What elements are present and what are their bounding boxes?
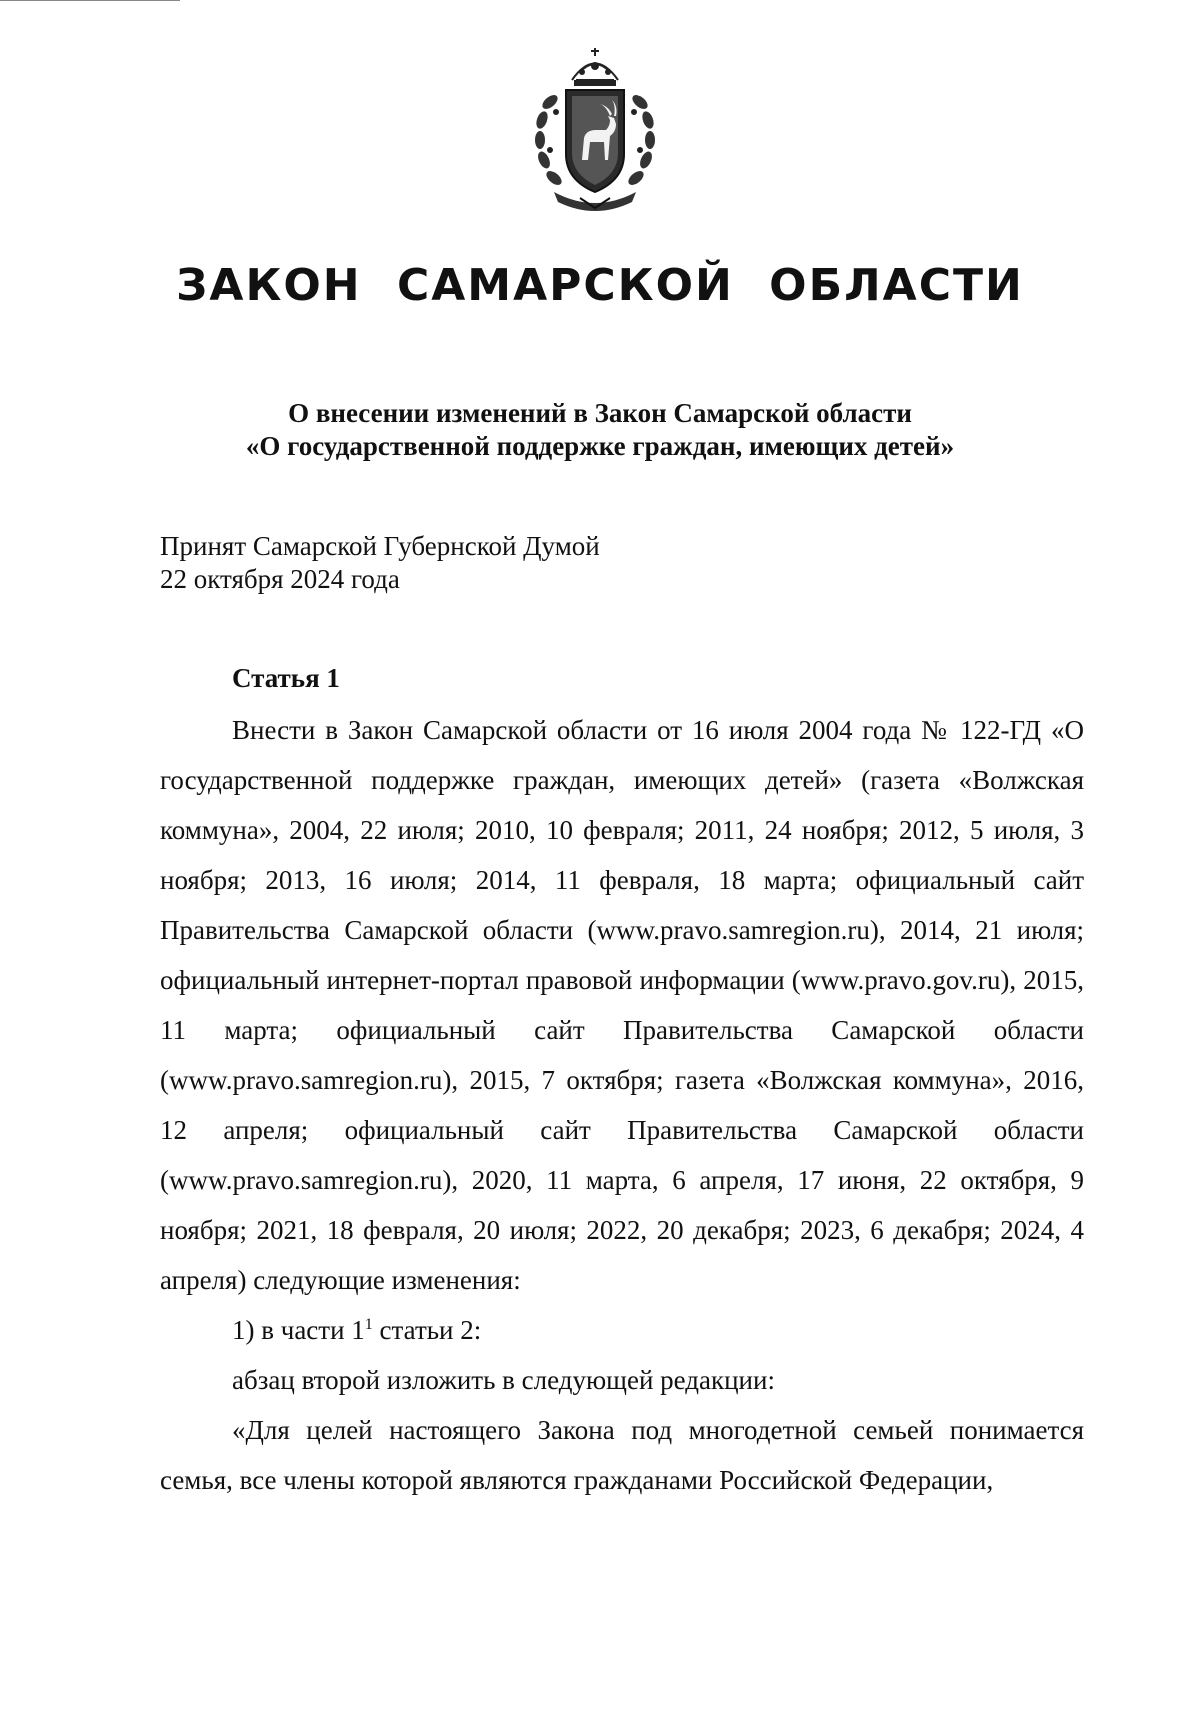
article-intro-paragraph: Внести в Закон Самарской области от 16 июля 2004 года № 122-ГД «О государственной поддержке граждан, имеющих детей» (газета «Волжская коммуна», 2004, 22 июля; 2010, 10 февраля; 2011, 24 ноября; 2012, 5 июля, 3 ноября; 2013, 16 июля; 2014, 11 февраля, 18 марта; официальный сайт Правительства Самарской области (www.pravo.samregion.ru), 2014, 21 июля; официальный интернет-портал правовой информации (www.pravo.gov.ru), 2015, 11 марта; официальный сайт Правительства Самарской области (www.pravo.samregion.ru), 2015, 7 октября; газета «Волжская коммуна», 2016, 12 апреля; официальный сайт Правительства Самарской области (www.pravo.samregion.ru), 2020, 11 марта, 6 апреля, 17 июня, 22 октября, 9 ноября; 2021, 18 февраля, 20 июля; 2022, 20 декабря; 2023, 6 декабря; 2024, 4 апреля) следующие изменения: xyxy=(160,715,1084,1295)
adoption-block xyxy=(160,530,600,596)
adoption-date: 22 октября 2024 года xyxy=(160,564,400,594)
law-subtitle xyxy=(0,397,1200,463)
adopted-by: Принят Самарской Губернской Думой xyxy=(160,531,600,561)
article-heading: Статья 1 xyxy=(232,663,340,693)
article-body xyxy=(160,705,1084,1505)
quoted-definition: «Для целей настоящего Закона под многодетной семьей понимается семья, все члены которой являются гражданами Российской Федерации, xyxy=(160,1415,1084,1495)
item-1-prefix: 1) в части 1 xyxy=(232,1315,365,1345)
item-1-instruction: абзац второй изложить в следующей редакции: xyxy=(232,1365,775,1395)
item-1-paragraph xyxy=(160,1305,1084,1355)
item-1-suffix: статьи 2: xyxy=(372,1315,482,1345)
samara-coat-of-arms-icon xyxy=(520,42,670,217)
law-title: ЗАКОН САМАРСКОЙ ОБЛАСТИ xyxy=(176,260,1024,311)
scan-edge-line xyxy=(0,0,180,1)
item-1-superscript: 1 xyxy=(364,1316,373,1333)
subtitle-line-1: О внесении изменений в Закон Самарской области xyxy=(288,398,912,428)
subtitle-line-2: «О государственной поддержке граждан, имеющих детей» xyxy=(245,431,955,461)
